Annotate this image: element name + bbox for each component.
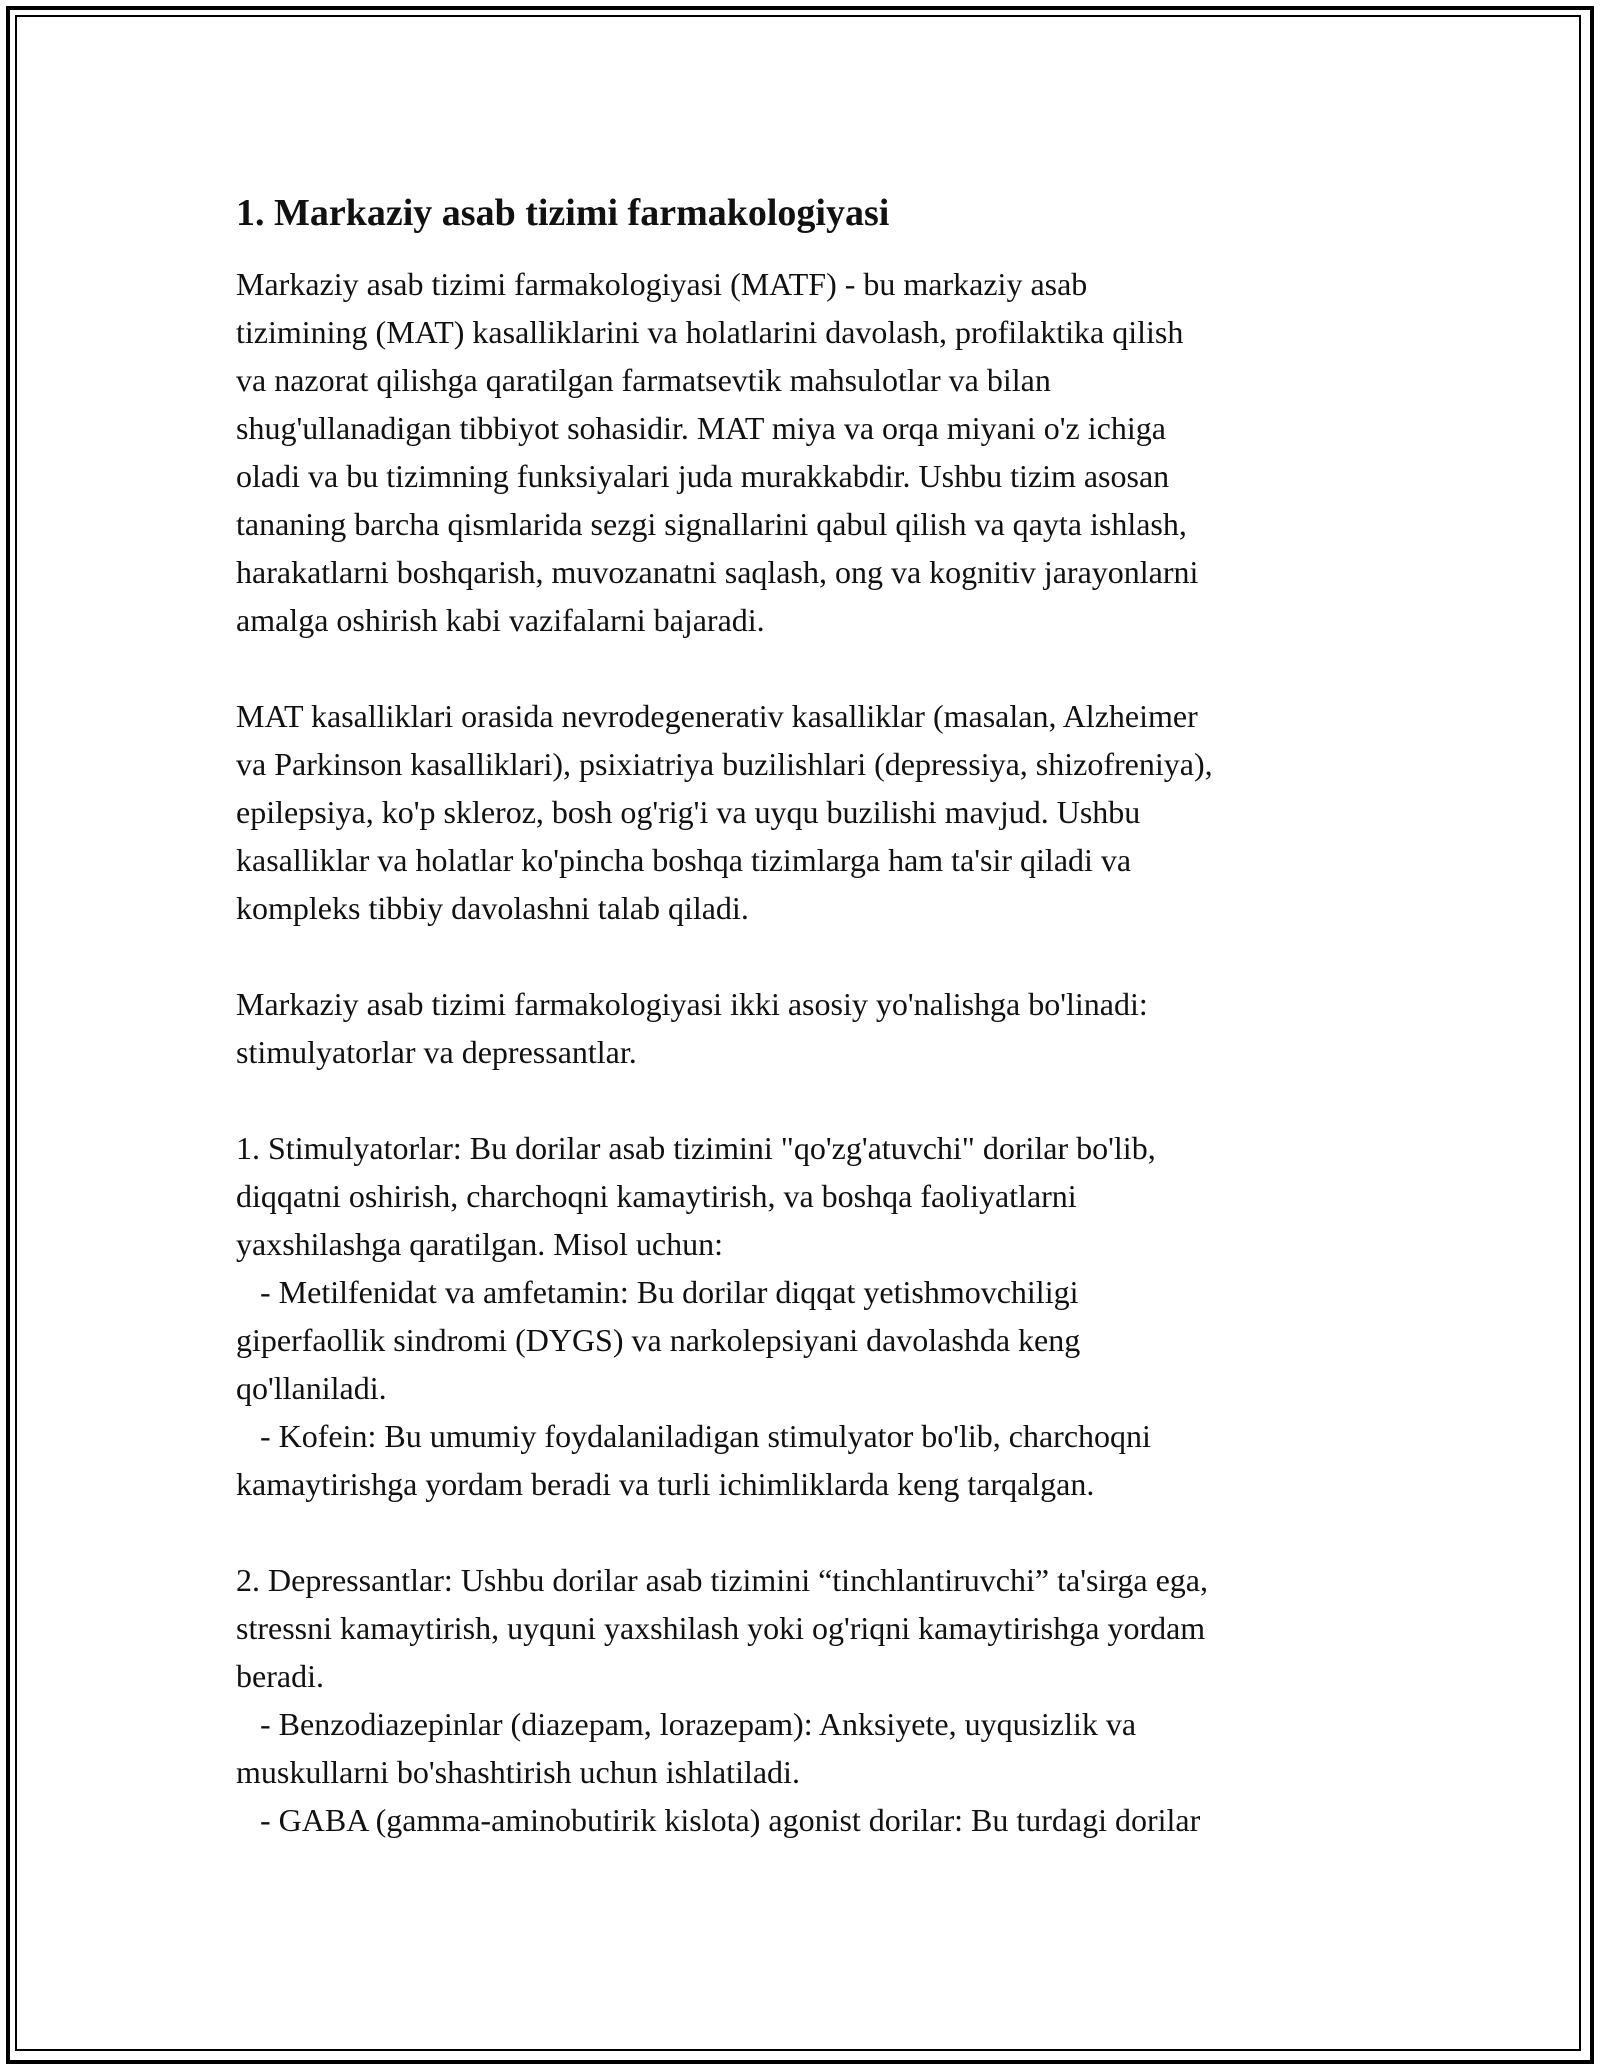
- text-line: - GABA (gamma-aminobutirik kislota) agonist dorilar: Bu turdagi dorilar: [236, 1802, 1201, 1838]
- text-line: kompleks tibbiy davolashni talab qiladi.: [236, 890, 749, 926]
- text-line: harakatlarni boshqarish, muvozanatni saqlash, ong va kognitiv jarayonlarni: [236, 554, 1199, 590]
- text-line: yaxshilashga qaratilgan. Misol uchun:: [236, 1226, 724, 1262]
- text-line: MAT kasalliklari orasida nevrodegenerativ kasalliklar (masalan, Alzheimer: [236, 698, 1198, 734]
- text-line: 2. Depressantlar: Ushbu dorilar asab tizimini “tinchlantiruvchi” ta'sirga ega,: [236, 1562, 1208, 1598]
- paragraph-directions: [236, 980, 1376, 1076]
- text-line: stressni kamaytirish, uyquni yaxshilash yoki og'riqni kamaytirishga yordam: [236, 1610, 1206, 1646]
- text-line: kamaytirishga yordam beradi va turli ichimliklarda keng tarqalgan.: [236, 1466, 1095, 1502]
- text-line: kasalliklar va holatlar ko'pincha boshqa tizimlarga ham ta'sir qiladi va: [236, 842, 1132, 878]
- text-line: - Benzodiazepinlar (diazepam, lorazepam): Anksiyete, uyqusizlik va: [236, 1706, 1137, 1742]
- text-line: beradi.: [236, 1658, 324, 1694]
- text-line: muskullarni bo'shashtirish uchun ishlatiladi.: [236, 1754, 800, 1790]
- text-line: va nazorat qilishga qaratilgan farmatsevtik mahsulotlar va bilan: [236, 362, 1051, 398]
- document-title: 1. Markaziy asab tizimi farmakologiyasi: [236, 192, 890, 234]
- text-line: tananing barcha qismlarida sezgi signallarini qabul qilish va qayta ishlash,: [236, 506, 1187, 542]
- text-line: - Metilfenidat va amfetamin: Bu dorilar diqqat yetishmovchiligi: [236, 1274, 1079, 1310]
- text-line: va Parkinson kasalliklari), psixiatriya buzilishlari (depressiya, shizofreniya),: [236, 746, 1213, 782]
- text-line: diqqatni oshirish, charchoqni kamaytirish, va boshqa faoliyatlarni: [236, 1178, 1077, 1214]
- text-line: tizimining (MAT) kasalliklarini va holatlarini davolash, profilaktika qilish: [236, 314, 1184, 350]
- text-line: shug'ullanadigan tibbiyot sohasidir. MAT miya va orqa miyani o'z ichiga: [236, 410, 1166, 446]
- text-line: giperfaollik sindromi (DYGS) va narkolepsiyani davolashda keng: [236, 1322, 1081, 1358]
- paragraph-stimulants: [236, 1124, 1376, 1508]
- text-line: epilepsiya, ko'p skleroz, bosh og'rig'i va uyqu buzilishi mavjud. Ushbu: [236, 794, 1141, 830]
- text-line: Markaziy asab tizimi farmakologiyasi (MATF) - bu markaziy asab: [236, 266, 1088, 302]
- paragraph-diseases: [236, 692, 1376, 932]
- text-line: stimulyatorlar va depressantlar.: [236, 1034, 637, 1070]
- document-body: [236, 186, 1376, 1892]
- text-line: oladi va bu tizimning funksiyalari juda murakkabdir. Ushbu tizim asosan: [236, 458, 1170, 494]
- text-line: 1. Stimulyatorlar: Bu dorilar asab tizimini "qo'zg'atuvchi" dorilar bo'lib,: [236, 1130, 1156, 1166]
- paragraph-depressants: [236, 1556, 1376, 1844]
- text-line: amalga oshirish kabi vazifalarni bajaradi.: [236, 602, 765, 638]
- paragraph-intro: [236, 260, 1376, 644]
- text-line: Markaziy asab tizimi farmakologiyasi ikki asosiy yo'nalishga bo'linadi:: [236, 986, 1148, 1022]
- text-line: qo'llaniladi.: [236, 1370, 387, 1406]
- text-line: - Kofein: Bu umumiy foydalaniladigan stimulyator bo'lib, charchoqni: [236, 1418, 1151, 1454]
